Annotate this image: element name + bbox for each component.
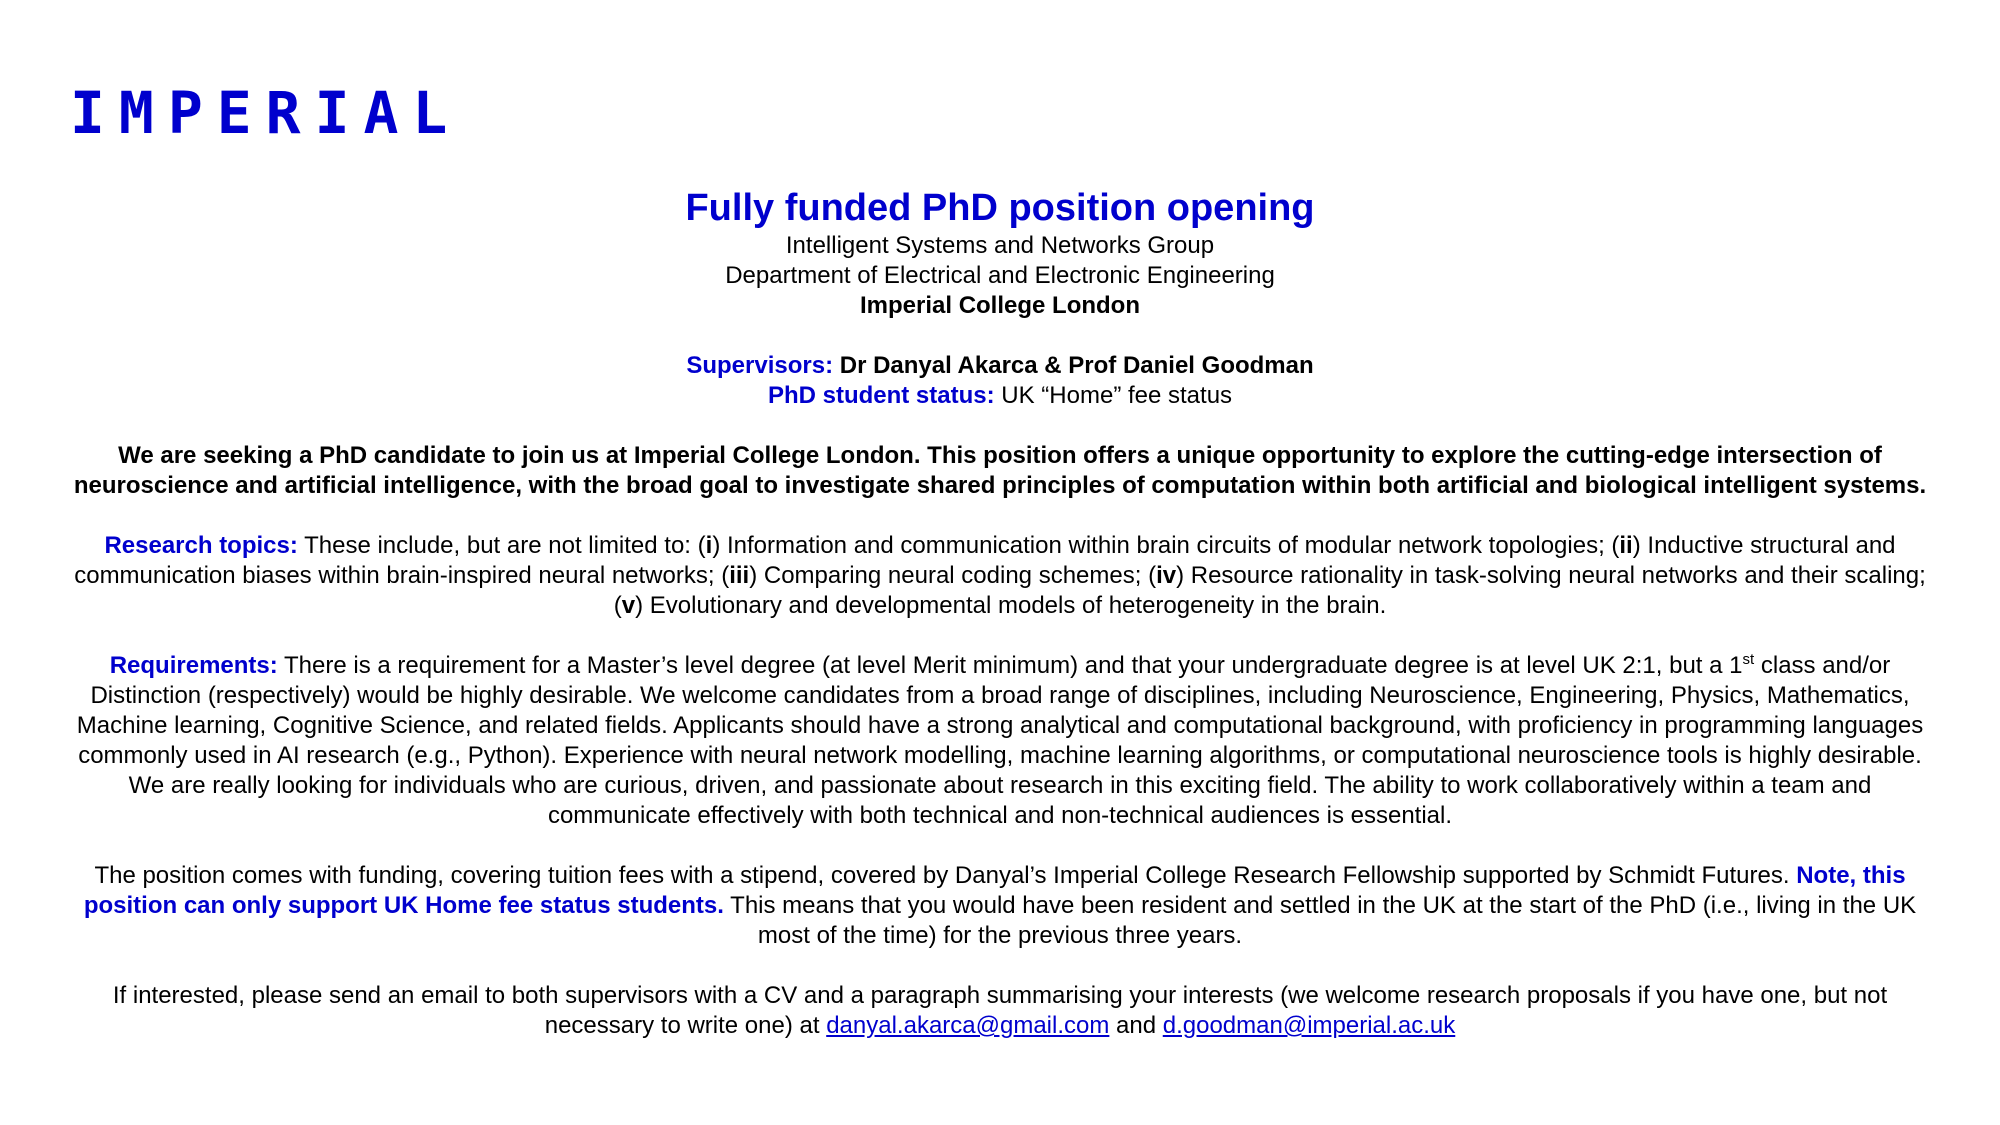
contact-and: and xyxy=(1109,1012,1163,1039)
ordinal-suffix: st xyxy=(1742,651,1755,668)
research-topics-paragraph xyxy=(70,531,1930,621)
supervisors-label: Supervisors: xyxy=(686,352,834,379)
topic-number: v xyxy=(621,592,636,619)
contact-paragraph xyxy=(70,981,1930,1041)
college-name: Imperial College London xyxy=(859,292,1141,319)
topic-number: iv xyxy=(1156,562,1177,589)
topic-text: ) Information and communication within brain circuits of modular network topologies; ( xyxy=(712,532,1620,559)
research-label: Research topics: xyxy=(104,532,298,559)
requirements-text: class and/or Distinction (respectively) would be highly desirable. We welcome candidates from a broad range of disciplines, including Neuroscience, Engineering, Physics, Mathematics, Machine learning, Cognitive Science, and related fields. Applicants should have a strong analytical and computational background, with proficiency in programming languages commonly used in AI research (e.g., Python). Experience with neural network modelling, machine learning algorithms, or computational neuroscience tools is highly desirable. We are really looking for individuals who are curious, driven, and passionate about research in this exciting field. The ability to work collaboratively within a team and communicate effectively with both technical and non-technical audiences is essential. xyxy=(76,652,1924,829)
topic-number: i xyxy=(705,532,713,559)
contact-text: If interested, please send an email to both supervisors with a CV and a paragraph summarising your interests (we welcome research proposals if you have one, but not necessary to write one) at xyxy=(112,982,1888,1039)
email-link-akarca[interactable]: danyal.akarca@gmail.com xyxy=(826,1012,1110,1039)
requirements-paragraph xyxy=(70,651,1930,831)
status-line xyxy=(70,381,1930,411)
status-value: UK “Home” fee status xyxy=(1001,382,1233,409)
spacer xyxy=(70,621,1930,651)
spacer xyxy=(70,951,1930,981)
email-link-goodman[interactable]: d.goodman@imperial.ac.uk xyxy=(1162,1012,1456,1039)
department-name: Department of Electrical and Electronic Engineering xyxy=(725,262,1275,289)
intro-paragraph: We are seeking a PhD candidate to join us at Imperial College London. This position offers a unique opportunity to explore the cutting-edge intersection of neuroscience and artificial intelligence, with the broad goal to investigate shared principles of computation within both artificial and biological intelligent systems. xyxy=(73,442,1927,499)
spacer xyxy=(70,831,1930,861)
topic-number: ii xyxy=(1619,532,1633,559)
supervisors-line xyxy=(70,351,1930,381)
topic-text: ) Comparing neural coding schemes; ( xyxy=(749,562,1157,589)
supervisors-value: Dr Danyal Akarca & Prof Daniel Goodman xyxy=(839,352,1314,379)
requirements-label: Requirements: xyxy=(109,652,278,679)
group-name: Intelligent Systems and Networks Group xyxy=(785,232,1215,259)
page-title: Fully funded PhD position opening xyxy=(685,187,1315,229)
spacer xyxy=(70,501,1930,531)
topic-number: iii xyxy=(729,562,750,589)
funding-paragraph xyxy=(70,861,1930,951)
spacer xyxy=(70,411,1930,441)
funding-note: Note, this position can only support UK Home fee status students. xyxy=(83,862,1906,919)
topic-text: ) Evolutionary and developmental models of heterogeneity in the brain. xyxy=(635,592,1387,619)
topic-text: ) Inductive structural and communication biases within brain-inspired neural networks; ( xyxy=(74,532,1896,589)
requirements-text: There is a requirement for a Master’s level degree (at level Merit minimum) and that your undergraduate degree is at level UK 2:1, but a 1 xyxy=(284,652,1743,679)
research-lead: These include, but are not limited to: ( xyxy=(304,532,706,559)
topic-text: ) Resource rationality in task-solving neural networks and their scaling; ( xyxy=(613,562,1926,619)
spacer xyxy=(70,321,1930,351)
funding-text: The position comes with funding, covering tuition fees with a stipend, covered by Danyal’s Imperial College Research Fellowship supported by Schmidt Futures. xyxy=(94,862,1790,889)
status-label: PhD student status: xyxy=(767,382,995,409)
funding-note-rest: This means that you would have been resident and settled in the UK at the start of the PhD (i.e., living in the UK most of the time) for the previous three years. xyxy=(723,892,1917,949)
job-posting xyxy=(70,185,1930,1041)
imperial-logo: IMPERIAL xyxy=(70,79,462,147)
